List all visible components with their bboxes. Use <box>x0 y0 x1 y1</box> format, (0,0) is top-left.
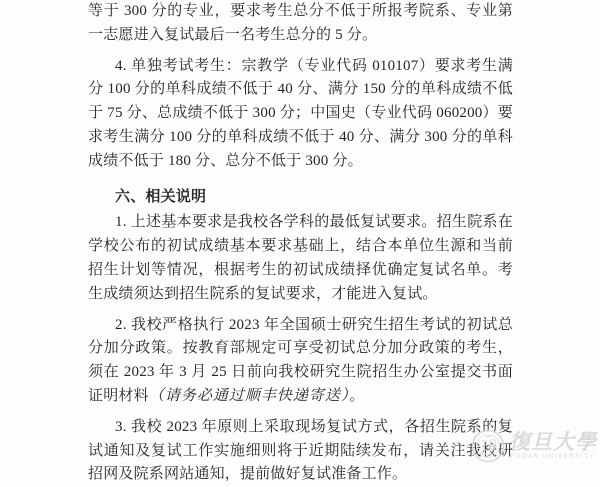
paragraph-note-1-minimum-requirements: 1. 上述基本要求是我校各学科的最低复试要求。招生院系在学校公布的初试成绩基本要求基础上，结合本单位生源和当前招生计划等情况，根据考生的初试成绩择优确定复试名单。考生成绩须达到招生院系的复试要求，才能进入复试。 <box>88 214 513 302</box>
fudan-calligraphy-text: 復旦大學 <box>509 430 597 454</box>
paragraph-total-score-requirement: 等于 300 分的专业，要求考生总分不低于所报考院系、专业第一志愿进入复试最后一名考生总分的 5 分。 <box>88 3 513 43</box>
fudan-seal-icon <box>471 429 505 463</box>
note-2-period: 。 <box>349 387 365 404</box>
paragraph-separate-exam-candidates: 4. 单独考试考生：宗教学（专业代码 010107）要求考生满分 100 分的单科成绩不低于 40 分、满分 150 分的单科成绩不低于 75 分、总成绩不低于 300 分；中国史（专业代码 060200）要求考生满分 100 分的单科成绩不低于 40 分、满分 300 分的单科成绩不低于 180 分、总分不低于 300 分。 <box>88 57 513 169</box>
section-heading-related-notes: 六、相关说明 <box>115 188 207 205</box>
fudan-university-subtitle: FUDAN UNIVERSITY <box>511 454 595 460</box>
note-2-main-text: 2. 我校严格执行 2023 年全国硕士研究生招生考试的初试总分加分政策。按教育部规定可享受初试总分加分政策的考生，须在 2023 年 3 月 25 日前向我校研究生院招生办公室提交书面证明材料 <box>88 316 513 404</box>
paragraph-note-3-onsite-reexam: 3. 我校 2023 年原则上采取现场复试方式，各招生院系的复试通知及复试工作实施细则将于近期陆续发布，请关注我校研招网及院系网站通知，提前做好复试准备工作。 <box>88 418 513 483</box>
note-2-express-delivery-emphasis: （请务必通过顺丰快递寄送） <box>148 387 350 404</box>
paragraph-note-2-bonus-policy <box>88 314 513 409</box>
fudan-wordmark <box>509 431 597 461</box>
fudan-university-watermark <box>471 429 597 463</box>
